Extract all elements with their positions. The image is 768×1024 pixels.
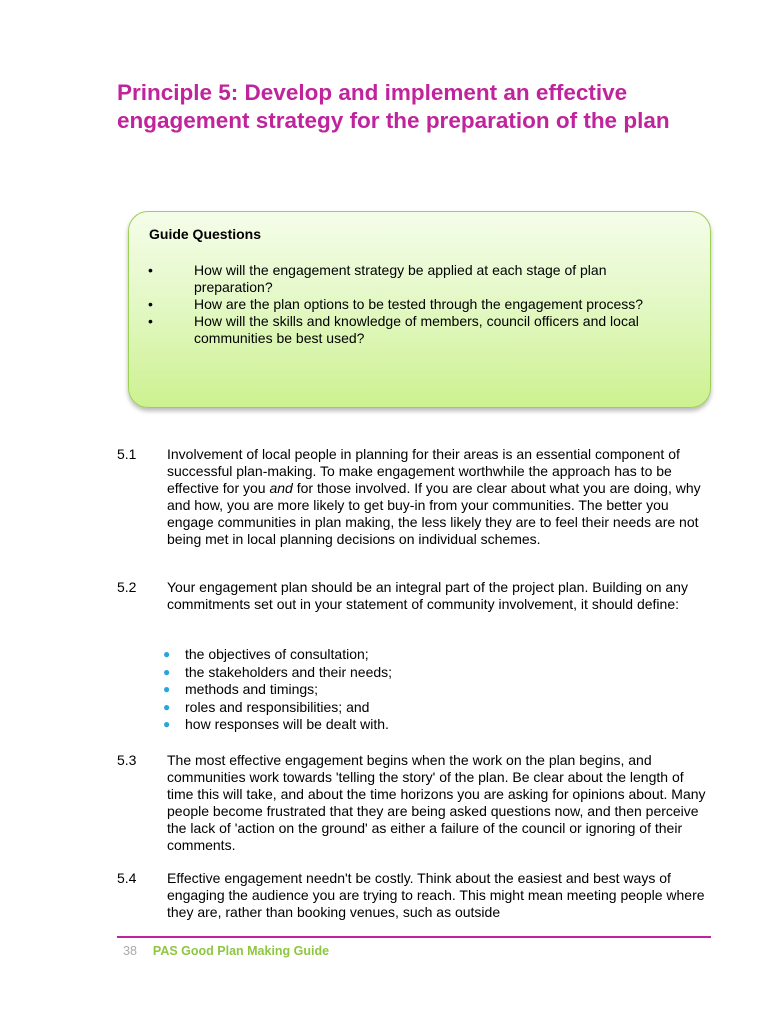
bullet-icon: •	[148, 313, 153, 329]
emphasis: and	[269, 480, 293, 496]
list-item: ● the objectives of consultation;	[163, 646, 369, 662]
footer-divider	[117, 936, 711, 938]
paragraph-text: Involvement of local people in planning for their areas is an essential component of successful plan-making. To make engagement worthwhile the approach has to be effective for you and for those involved. If you are clear about what you are doing, why and how, you are more likely to get buy-in from your communities. The better you engage communities in plan making, the less likely they are to feel their needs are not being met in local planning decisions on individual schemes.	[167, 446, 701, 547]
page-title: Principle 5: Develop and implement an effective engagement strategy for the preparation of the plan	[117, 80, 670, 133]
paragraph-number: 5.1	[117, 446, 137, 462]
bullet-icon: •	[148, 262, 153, 278]
footer	[123, 944, 329, 958]
paragraph-5-3	[117, 752, 707, 854]
bullet-icon: ●	[163, 699, 171, 714]
footer-title: PAS Good Plan Making Guide	[152, 944, 330, 958]
paragraph-5-2	[117, 579, 707, 613]
list-item: ● roles and responsibilities; and	[163, 698, 370, 715]
list-item: ● the stakeholders and their needs;	[163, 663, 393, 680]
list-item: ● how responses will be dealt with.	[163, 716, 389, 732]
paragraph-number: 5.4	[117, 870, 137, 886]
paragraph-number: 5.2	[117, 579, 137, 595]
guide-question: • How will the engagement strategy be applied at each stage of plan preparation?	[148, 262, 607, 295]
bullet-icon: ●	[163, 682, 171, 696]
paragraph-text: Your engagement plan should be an integral part of the project plan. Building on any commitments set out in your statement of community involvement, it should define:	[167, 579, 688, 612]
paragraph-text: The most effective engagement begins when the work on the plan begins, and communities work towards 'telling the story' of the plan. Be clear about the length of time this will take, and about the time horizons you are asking for opinions about. Many people become frustrated that they are being asked questions now, and then perceive the lack of 'action on the ground' as either a failure of the council or ignoring of their comments.	[167, 752, 706, 853]
bullet-icon: ●	[163, 664, 171, 679]
paragraph-number: 5.3	[117, 752, 137, 768]
guide-questions-title: Guide Questions	[149, 226, 262, 242]
bullet-icon: ●	[163, 717, 171, 731]
guide-questions-list	[145, 262, 685, 347]
paragraph-text: Effective engagement needn't be costly. Think about the easiest and best ways of engaging the audience you are trying to reach. This might mean meeting people where they are, rather than booking venues, such as outside	[167, 870, 705, 920]
guide-question: • How will the skills and knowledge of members, council officers and local communities be best used?	[148, 313, 639, 346]
paragraph-5-1	[117, 446, 707, 548]
bullet-icon: •	[148, 296, 153, 312]
list-item: ● methods and timings;	[163, 681, 319, 697]
paragraph-5-4	[117, 870, 707, 921]
page-number: 38	[123, 944, 137, 958]
define-list	[163, 646, 392, 734]
guide-questions-box	[128, 211, 711, 408]
bullet-icon: ●	[163, 647, 171, 661]
guide-question: • How are the plan options to be tested through the engagement process?	[148, 296, 644, 312]
